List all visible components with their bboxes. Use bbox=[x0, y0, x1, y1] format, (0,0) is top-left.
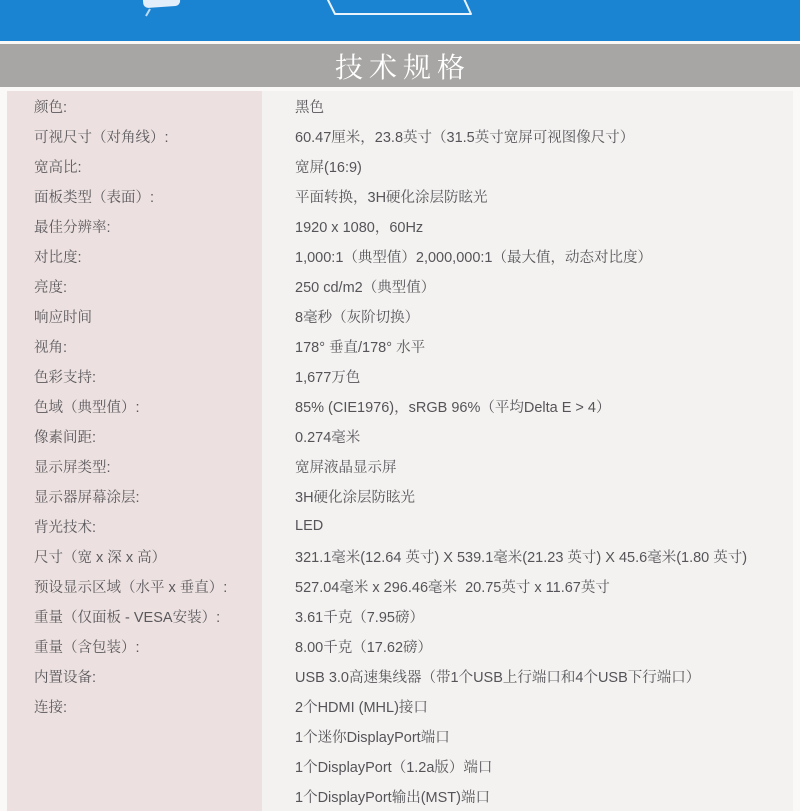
spec-label bbox=[7, 781, 262, 811]
spec-row bbox=[7, 211, 793, 241]
spec-label: 颜色: bbox=[7, 91, 262, 121]
spec-label bbox=[7, 721, 262, 751]
monitor-stand-line-art-icon bbox=[0, 0, 800, 41]
spec-value: 宽屏(16:9) bbox=[262, 151, 793, 181]
spec-value: 527.04毫米 x 296.46毫米 20.75英寸 x 11.67英寸 bbox=[262, 571, 793, 601]
spec-value: 1个迷你DisplayPort端口 bbox=[262, 721, 793, 751]
hero-banner bbox=[0, 0, 800, 41]
spec-label: 最佳分辨率: bbox=[7, 211, 262, 241]
spec-row bbox=[7, 391, 793, 421]
spec-label: 背光技术: bbox=[7, 511, 262, 541]
spec-value: 8.00千克（17.62磅） bbox=[262, 631, 793, 661]
spec-value: 0.274毫米 bbox=[262, 421, 793, 451]
spec-value: 1920 x 1080，60Hz bbox=[262, 211, 793, 241]
spec-value: USB 3.0高速集线器（带1个USB上行端口和4个USB下行端口） bbox=[262, 661, 793, 691]
section-title-bar bbox=[0, 44, 800, 87]
spec-row bbox=[7, 331, 793, 361]
spec-value: 321.1毫米(12.64 英寸) X 539.1毫米(21.23 英寸) X 45.6毫米(1.80 英寸) bbox=[262, 541, 793, 571]
spec-row bbox=[7, 751, 793, 781]
spec-row bbox=[7, 721, 793, 751]
spec-value: 250 cd/m2（典型值） bbox=[262, 271, 793, 301]
spec-row bbox=[7, 241, 793, 271]
spec-value: 8毫秒（灰阶切换） bbox=[262, 301, 793, 331]
spec-row bbox=[7, 511, 793, 541]
spec-label: 色域（典型值）: bbox=[7, 391, 262, 421]
spec-row bbox=[7, 781, 793, 811]
spec-label: 面板类型（表面）: bbox=[7, 181, 262, 211]
spec-label: 对比度: bbox=[7, 241, 262, 271]
spec-row bbox=[7, 601, 793, 631]
spec-row bbox=[7, 91, 793, 121]
spec-value: 3H硬化涂层防眩光 bbox=[262, 481, 793, 511]
spec-label: 连接: bbox=[7, 691, 262, 721]
spec-label: 重量（含包装）: bbox=[7, 631, 262, 661]
spec-label: 宽高比: bbox=[7, 151, 262, 181]
spec-label: 视角: bbox=[7, 331, 262, 361]
spec-label: 像素间距: bbox=[7, 421, 262, 451]
spec-label: 色彩支持: bbox=[7, 361, 262, 391]
spec-label: 显示器屏幕涂层: bbox=[7, 481, 262, 511]
spec-row bbox=[7, 661, 793, 691]
spec-row bbox=[7, 631, 793, 661]
spec-value: 1个DisplayPort（1.2a版）端口 bbox=[262, 751, 793, 781]
spec-row bbox=[7, 481, 793, 511]
spec-row bbox=[7, 421, 793, 451]
spec-row bbox=[7, 151, 793, 181]
spec-row bbox=[7, 271, 793, 301]
spec-label bbox=[7, 751, 262, 781]
spec-value: 1个DisplayPort输出(MST)端口 bbox=[262, 781, 793, 811]
spec-label: 尺寸（宽 x 深 x 高） bbox=[7, 541, 262, 571]
spec-value: LED bbox=[262, 511, 793, 541]
spec-row bbox=[7, 121, 793, 151]
spec-label: 显示屏类型: bbox=[7, 451, 262, 481]
spec-row bbox=[7, 451, 793, 481]
spec-label: 预设显示区域（水平 x 垂直）: bbox=[7, 571, 262, 601]
spec-value: 178° 垂直/178° 水平 bbox=[262, 331, 793, 361]
spec-value: 平面转换，3H硬化涂层防眩光 bbox=[262, 181, 793, 211]
spec-value: 1,000:1（典型值）2,000,000:1（最大值，动态对比度） bbox=[262, 241, 793, 271]
spec-value: 宽屏液晶显示屏 bbox=[262, 451, 793, 481]
spec-value: 85% (CIE1976)，sRGB 96%（平均Delta E > 4） bbox=[262, 391, 793, 421]
spec-label: 重量（仅面板 - VESA安装）: bbox=[7, 601, 262, 631]
page-title: 技术规格 bbox=[334, 51, 471, 83]
spec-value: 3.61千克（7.95磅） bbox=[262, 601, 793, 631]
spec-value: 60.47厘米，23.8英寸（31.5英寸宽屏可视图像尺寸） bbox=[262, 121, 793, 151]
spec-row bbox=[7, 361, 793, 391]
spec-value: 2个HDMI (MHL)接口 bbox=[262, 691, 793, 721]
spec-label: 内置设备: bbox=[7, 661, 262, 691]
spec-row bbox=[7, 691, 793, 721]
spec-label: 亮度: bbox=[7, 271, 262, 301]
spec-label: 可视尺寸（对角线）: bbox=[7, 121, 262, 151]
spec-label: 响应时间 bbox=[7, 301, 262, 331]
spec-row bbox=[7, 301, 793, 331]
spec-value: 1,677万色 bbox=[262, 361, 793, 391]
spec-row bbox=[7, 541, 793, 571]
spec-row bbox=[7, 181, 793, 211]
spec-row bbox=[7, 571, 793, 601]
spec-value: 黑色 bbox=[262, 91, 793, 121]
spec-table bbox=[7, 91, 793, 811]
